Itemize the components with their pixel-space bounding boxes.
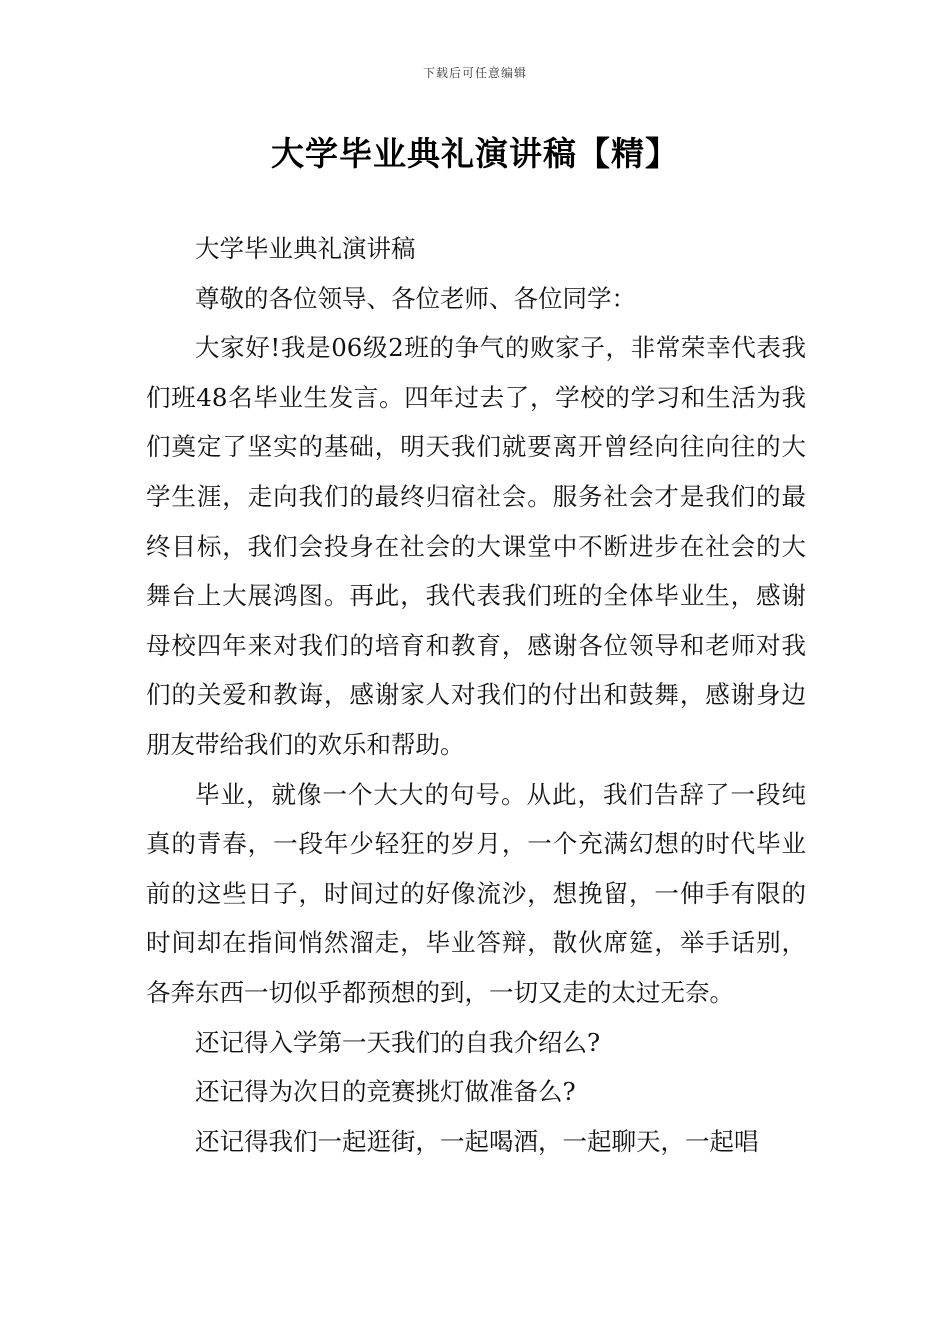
body-paragraph: 还记得我们一起逛街，一起喝酒，一起聊天，一起唱 (195, 1126, 759, 1156)
body-paragraph: 还记得为次日的竞赛挑灯做准备么? (195, 1077, 576, 1107)
document-title: 大学毕业典礼演讲稿【精】 (271, 134, 679, 173)
body-paragraph: 毕业，就像一个大大的句号。从此，我们告辞了一段纯真的青春，一段年少轻狂的岁月，一个充满幻想的时代毕业前的这些日子，时间过的好像流沙，想挽留，一伸手有限的时间却在指间悄然溜走，毕业答辩，散伙席筵，举手话别，各奔东西一切似乎都预想的到，一切又走的太过无奈。 (146, 779, 806, 1007)
header-note: 下载后可任意编辑 (422, 66, 527, 80)
document-body (146, 224, 806, 1166)
body-paragraph: 大学毕业典礼演讲稿 (195, 234, 416, 263)
body-paragraph: 还记得入学第一天我们的自我介绍么? (195, 1027, 601, 1057)
body-paragraph: 尊敬的各位领导、各位老师、各位同学： (195, 283, 636, 313)
body-paragraph: 大家好!我是06级2班的争气的败家子，非常荣幸代表我们班48名毕业生发言。四年过去了，学校的学习和生活为我们奠定了坚实的基础，明天我们就要离开曾经向往向往的大学生涯，走向我们的最终归宿社会。服务社会才是我们的最终目标，我们会投身在社会的大课堂中不断进步在社会的大舞台上大展鸿图。再此，我代表我们班的全体毕业生，感谢母校四年来对我们的培育和教育，感谢各位领导和老师对我们的关爱和教诲，感谢家人对我们的付出和鼓舞，感谢身边朋友带给我们的欢乐和帮助。 (146, 333, 806, 759)
